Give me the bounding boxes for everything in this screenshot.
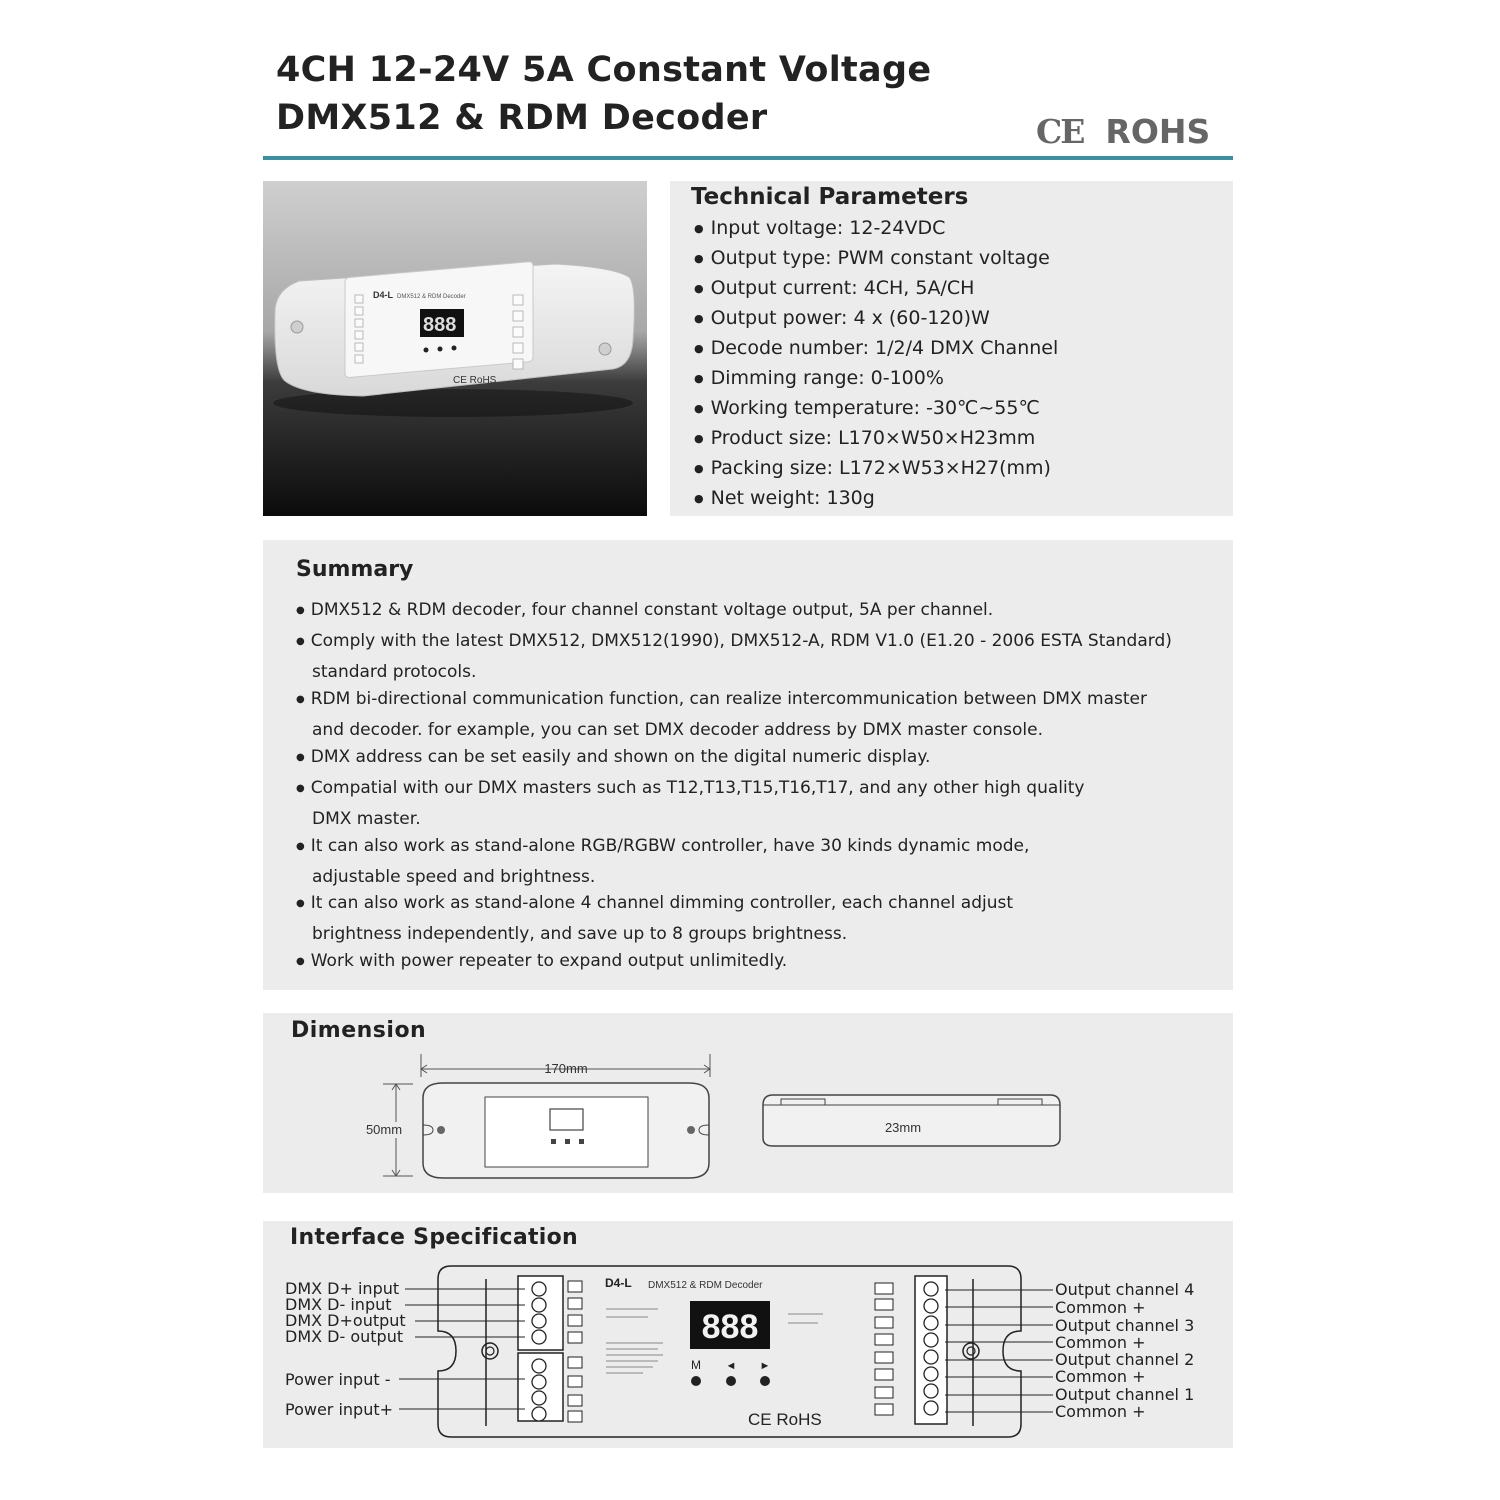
photo-device-name: DMX512 & RDM Decoder (397, 294, 466, 300)
summary-panel (263, 540, 1233, 990)
summary-item: ● Comply with the latest DMX512, DMX512(1990), DMX512-A, RDM V1.0 (E1.20 - 2006 ESTA Standard) standard protocols. (296, 627, 1172, 686)
top-view-outline (423, 1083, 709, 1178)
summary-item-text: Comply with the latest DMX512, DMX512(1990), DMX512-A, RDM V1.0 (E1.20 - 2006 ESTA Standard) (310, 631, 1172, 651)
label-output-channel-3: Output channel 3 (1055, 1316, 1195, 1335)
button-label-mode: M (691, 1358, 701, 1372)
summary-item: ● Compatial with our DMX masters such as T12,T13,T15,T16,T17, and any other high quality DMX master. (296, 774, 1084, 833)
label-output-channel-1: Output channel 1 (1055, 1385, 1195, 1404)
summary-item-text: It can also work as stand-alone RGB/RGBW controller, have 30 kinds dynamic mode, (310, 836, 1030, 856)
certification-marks (1036, 112, 1210, 151)
button-label-left: ◄ (725, 1360, 737, 1372)
list-item: ● Packing size: L172×W53×H27(mm) (694, 453, 1058, 483)
label-output-channel-4: Output channel 4 (1055, 1280, 1195, 1299)
ce-mark: CE (1036, 112, 1084, 151)
summary-item: ● DMX512 & RDM decoder, four channel constant voltage output, 5A per channel. (296, 600, 994, 620)
list-item: ● Decode number: 1/2/4 DMX Channel (694, 333, 1058, 363)
mode-button (691, 1376, 701, 1386)
technical-parameters-list (694, 213, 1058, 513)
list-item: ● Output current: 4CH, 5A/CH (694, 273, 1058, 303)
height-dimension-label: 23mm (884, 1120, 922, 1135)
summary-heading: Summary (296, 557, 414, 582)
list-item: ● Net weight: 130g (694, 483, 1058, 513)
interface-device-name: DMX512 & RDM Decoder (648, 1280, 763, 1291)
summary-item: ● It can also work as stand-alone 4 channel dimming controller, each channel adjust brightness independently, and save up to 8 groups brightness. (296, 889, 1013, 948)
label-dmx-d-plus-output: DMX D+output (285, 1311, 406, 1330)
list-item: ● Input voltage: 12-24VDC (694, 213, 1058, 243)
label-output-channel-2: Output channel 2 (1055, 1350, 1195, 1369)
photo-marks: CE RoHS (453, 375, 497, 386)
summary-item-text: DMX address can be set easily and shown on the digital numeric display. (310, 747, 931, 767)
label-common-plus: Common + (1055, 1298, 1146, 1317)
list-item: ● Dimming range: 0-100% (694, 363, 1058, 393)
summary-item-text: It can also work as stand-alone 4 channel dimming controller, each channel adjust (310, 893, 1014, 913)
button-label-right: ► (759, 1360, 771, 1372)
label-common-plus: Common + (1055, 1402, 1146, 1421)
technical-parameters-heading: Technical Parameters (691, 184, 969, 210)
left-button (726, 1376, 736, 1386)
page-title-line-2: DMX512 & RDM Decoder (276, 98, 768, 138)
summary-item-text: Compatial with our DMX masters such as T12,T13,T15,T16,T17, and any other high quality (310, 778, 1085, 798)
interface-heading: Interface Specification (290, 1225, 579, 1250)
summary-item-text: DMX512 & RDM decoder, four channel constant voltage output, 5A per channel. (310, 600, 994, 620)
list-item: ● Output power: 4 x (60-120)W (694, 303, 1058, 333)
interface-model-label: D4-L (605, 1276, 632, 1290)
dimension-panel (263, 1013, 1233, 1193)
product-photo-illustration (263, 181, 647, 516)
dimension-heading: Dimension (291, 1018, 427, 1043)
summary-item: ● RDM bi-directional communication function, can realize intercommunication between DMX master and decoder. for example, you can set DMX decoder address by DMX master console. (296, 685, 1147, 744)
width-dimension-label: 50mm (365, 1122, 403, 1137)
interface-marks: CE RoHS (748, 1410, 822, 1429)
summary-item-continuation: brightness independently, and save up to 8 groups brightness. (312, 924, 848, 944)
summary-item-text: RDM bi-directional communication function, can realize intercommunication between DMX master (310, 689, 1147, 709)
label-common-plus: Common + (1055, 1367, 1146, 1386)
technical-parameters-panel (670, 181, 1233, 516)
summary-item-text: Work with power repeater to expand output unlimitedly. (310, 951, 788, 971)
length-dimension-label: 170mm (544, 1061, 588, 1076)
interface-display-digits: 888 (701, 1308, 759, 1346)
label-power-input-minus: Power input - (285, 1370, 391, 1389)
summary-item: ● Work with power repeater to expand output unlimitedly. (296, 951, 788, 971)
dimension-drawing (263, 1013, 1233, 1193)
summary-item-continuation: and decoder. for example, you can set DMX decoder address by DMX master console. (312, 720, 1044, 740)
label-dmx-d-minus-output: DMX D- output (285, 1327, 404, 1346)
page-title-line-1: 4CH 12-24V 5A Constant Voltage (276, 50, 932, 90)
summary-item-continuation: DMX master. (312, 809, 421, 829)
product-photo (263, 181, 647, 516)
label-dmx-d-plus-input: DMX D+ input (285, 1279, 400, 1298)
header-divider (263, 156, 1233, 160)
summary-item-continuation: standard protocols. (312, 662, 477, 682)
label-dmx-d-minus-input: DMX D- input (285, 1295, 392, 1314)
label-common-plus: Common + (1055, 1333, 1146, 1352)
summary-item: ● It can also work as stand-alone RGB/RGBW controller, have 30 kinds dynamic mode, adjustable speed and brightness. (296, 832, 1029, 891)
summary-item-continuation: adjustable speed and brightness. (312, 867, 596, 887)
rohs-mark: ROHS (1105, 112, 1211, 151)
photo-display-digits: 888 (423, 314, 457, 336)
list-item: ● Product size: L170×W50×H23mm (694, 423, 1058, 453)
interface-panel (263, 1221, 1233, 1448)
list-item: ● Working temperature: -30℃~55℃ (694, 393, 1058, 423)
right-button (760, 1376, 770, 1386)
list-item: ● Output type: PWM constant voltage (694, 243, 1058, 273)
label-power-input-plus: Power input+ (285, 1400, 394, 1419)
summary-item: ● DMX address can be set easily and shown on the digital numeric display. (296, 747, 931, 767)
photo-model-label: D4-L (373, 290, 393, 300)
